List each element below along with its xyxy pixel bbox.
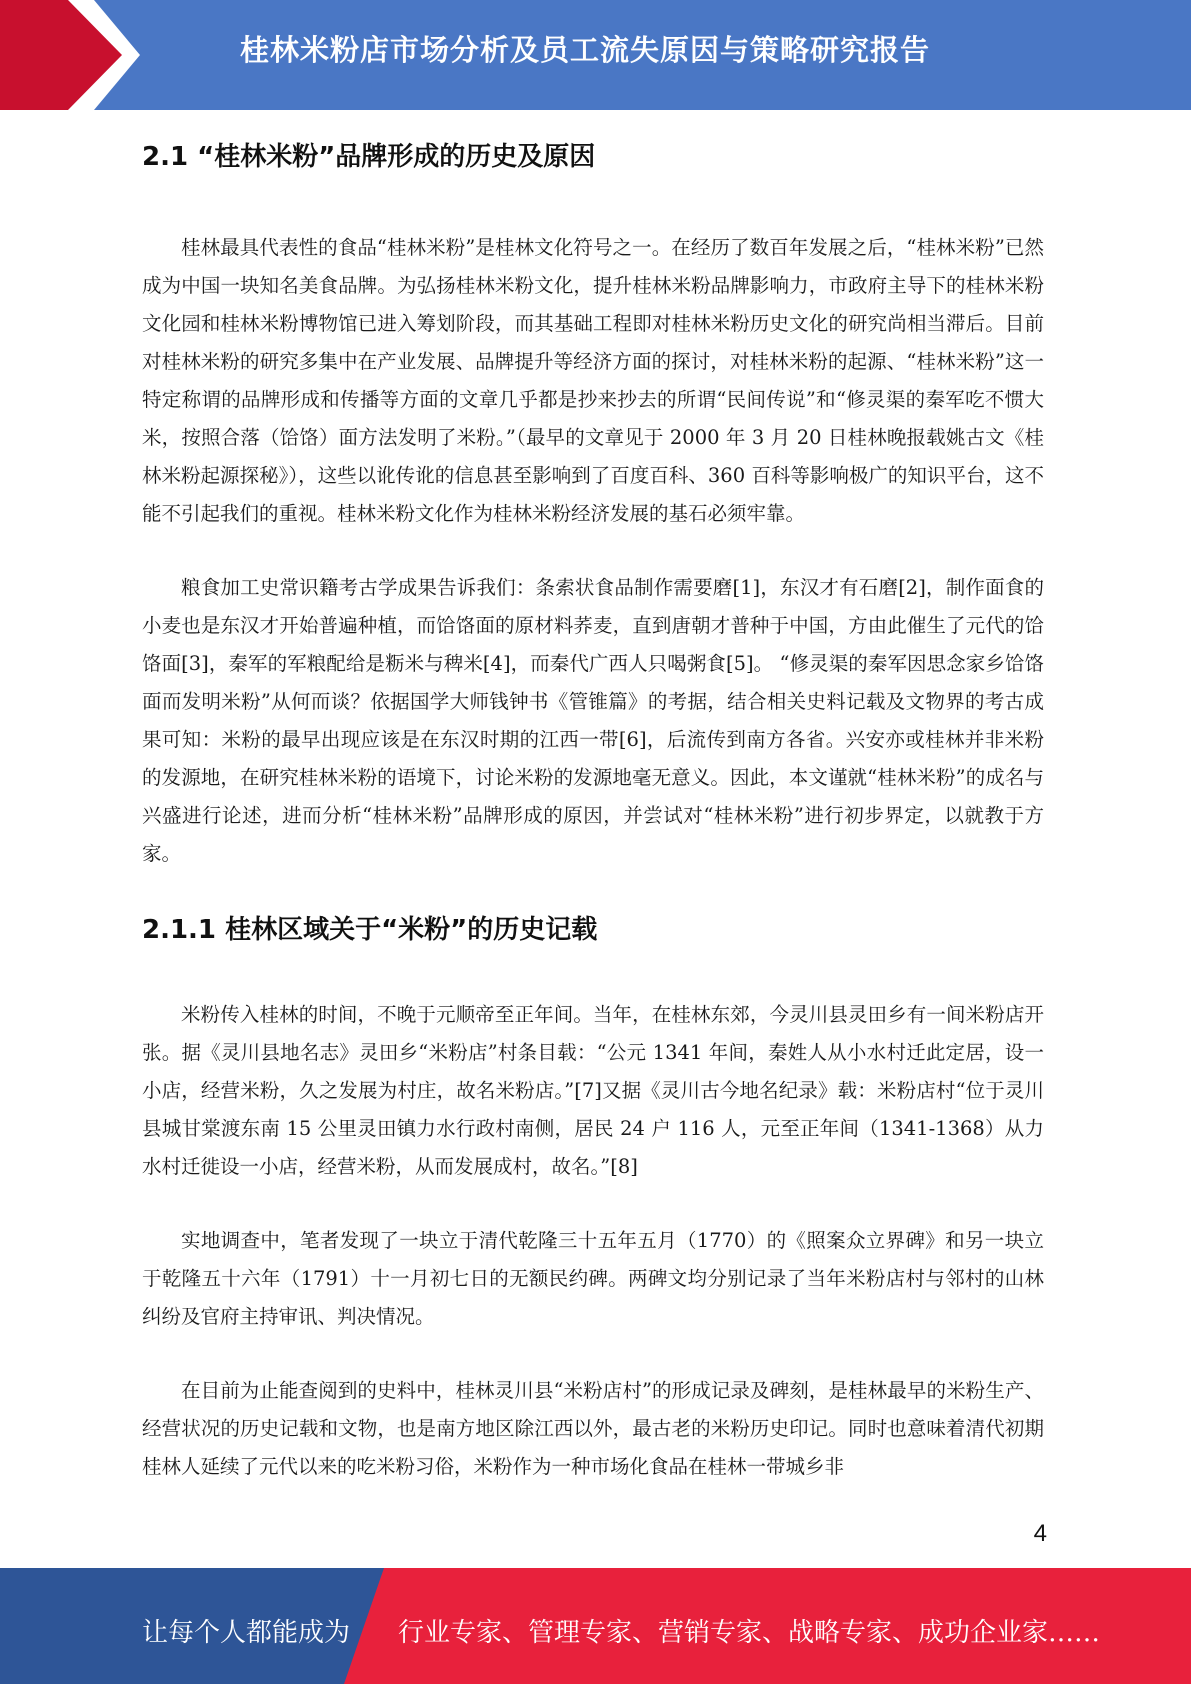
subsection-heading: 2.1.1 桂林区域关于“米粉”的历史记载 [142,915,598,945]
footer-slogan-left: 让每个人都能成为 [142,1618,351,1648]
page-header [0,0,1191,110]
subsection-paragraph-2: 实地调查中，笔者发现了一块立于清代乾隆三十五年五月（1770）的《照案众立界碑》和另一块立于乾隆五十六年（1791）十一月初七日的无额民约碑。两碑文均分别记录了当年米粉店村与邻村的山林纠纷及官府主持审讯、判决情况。 [142,1229,1044,1328]
subsection-paragraph-1: 米粉传入桂林的时间，不晚于元顺帝至正年间。当年，在桂林东郊，今灵川县灵田乡有一间米粉店开张。据《灵川县地名志》灵田乡“米粉店”村条目载：“公元 1341 年间，秦姓人从小水村迁此定居，设一小店，经营米粉，久之发展为村庄，故名米粉店。”[7]又据《灵川古今地名纪录》载：米粉店村“位于灵川县城甘棠渡东南 15 公里灵田镇力水行政村南侧，居民 24 户 116 人，元至正年间（1341-1368）从力水村迁徙设一小店，经营米粉，从而发展成村，故名。”[8] [142,1003,1044,1178]
section-paragraph-1: 桂林最具代表性的食品“桂林米粉”是桂林文化符号之一。在经历了数百年发展之后，“桂林米粉”已然成为中国一块知名美食品牌。为弘扬桂林米粉文化，提升桂林米粉品牌影响力，市政府主导下的桂林米粉文化园和桂林米粉博物馆已进入筹划阶段，而其基础工程即对桂林米粉历史文化的研究尚相当滞后。目前对桂林米粉的研究多集中在产业发展、品牌提升等经济方面的探讨，对桂林米粉的起源、“桂林米粉”这一特定称谓的品牌形成和传播等方面的文章几乎都是抄来抄去的所谓“民间传说”和“修灵渠的秦军吃不惯大米，按照合落（饸饹）面方法发明了米粉。”（最早的文章见于 2000 年 3 月 20 日桂林晚报载姚古文《桂林米粉起源探秘》），这些以讹传讹的信息甚至影响到了百度百科、360 百科等影响极广的知识平台，这不能不引起我们的重视。桂林米粉文化作为桂林米粉经济发展的基石必须牢靠。 [142,236,1044,525]
page-number: 4 [1033,1520,1047,1547]
page-content [142,126,1044,1486]
section-paragraph-2: 粮食加工史常识籍考古学成果告诉我们：条索状食品制作需要磨[1]，东汉才有石磨[2]，制作面食的小麦也是东汉才开始普遍种植，而饸饹面的原材料荞麦，直到唐朝才普种于中国，方由此催生了元代的饸饹面[3]，秦军的军粮配给是粝米与稗米[4]，而秦代广西人只喝粥食[5]。 “修灵渠的秦军因思念家乡饸饹面而发明米粉”从何而谈？依据国学大师钱钟书《管锥篇》的考据，结合相关史料记载及文物界的考古成果可知：米粉的最早出现应该是在东汉时期的江西一带[6]，后流传到南方各省。兴安亦或桂林并非米粉的发源地，在研究桂林米粉的语境下，讨论米粉的发源地毫无意义。因此，本文谨就“桂林米粉”的成名与兴盛进行论述，进而分析“桂林米粉”品牌形成的原因，并尝试对“桂林米粉”进行初步界定，以就教于方家。 [142,576,1044,865]
section-heading: 2.1 “桂林米粉”品牌形成的历史及原因 [142,142,596,172]
report-title: 桂林米粉店市场分析及员工流失原因与策略研究报告 [240,33,931,67]
footer-slogan-right: 行业专家、管理专家、营销专家、战略专家、成功企业家…… [398,1618,1101,1648]
subsection-paragraph-3: 在目前为止能查阅到的史料中，桂林灵川县“米粉店村”的形成记录及碑刻，是桂林最早的米粉生产、经营状况的历史记载和文物，也是南方地区除江西以外，最古老的米粉历史印记。同时也意味着清代初期桂林人延续了元代以来的吃米粉习俗，米粉作为一种市场化食品在桂林一带城乡非 [142,1379,1044,1478]
page-footer [0,1568,1191,1684]
header-arrow-decoration [0,0,160,110]
